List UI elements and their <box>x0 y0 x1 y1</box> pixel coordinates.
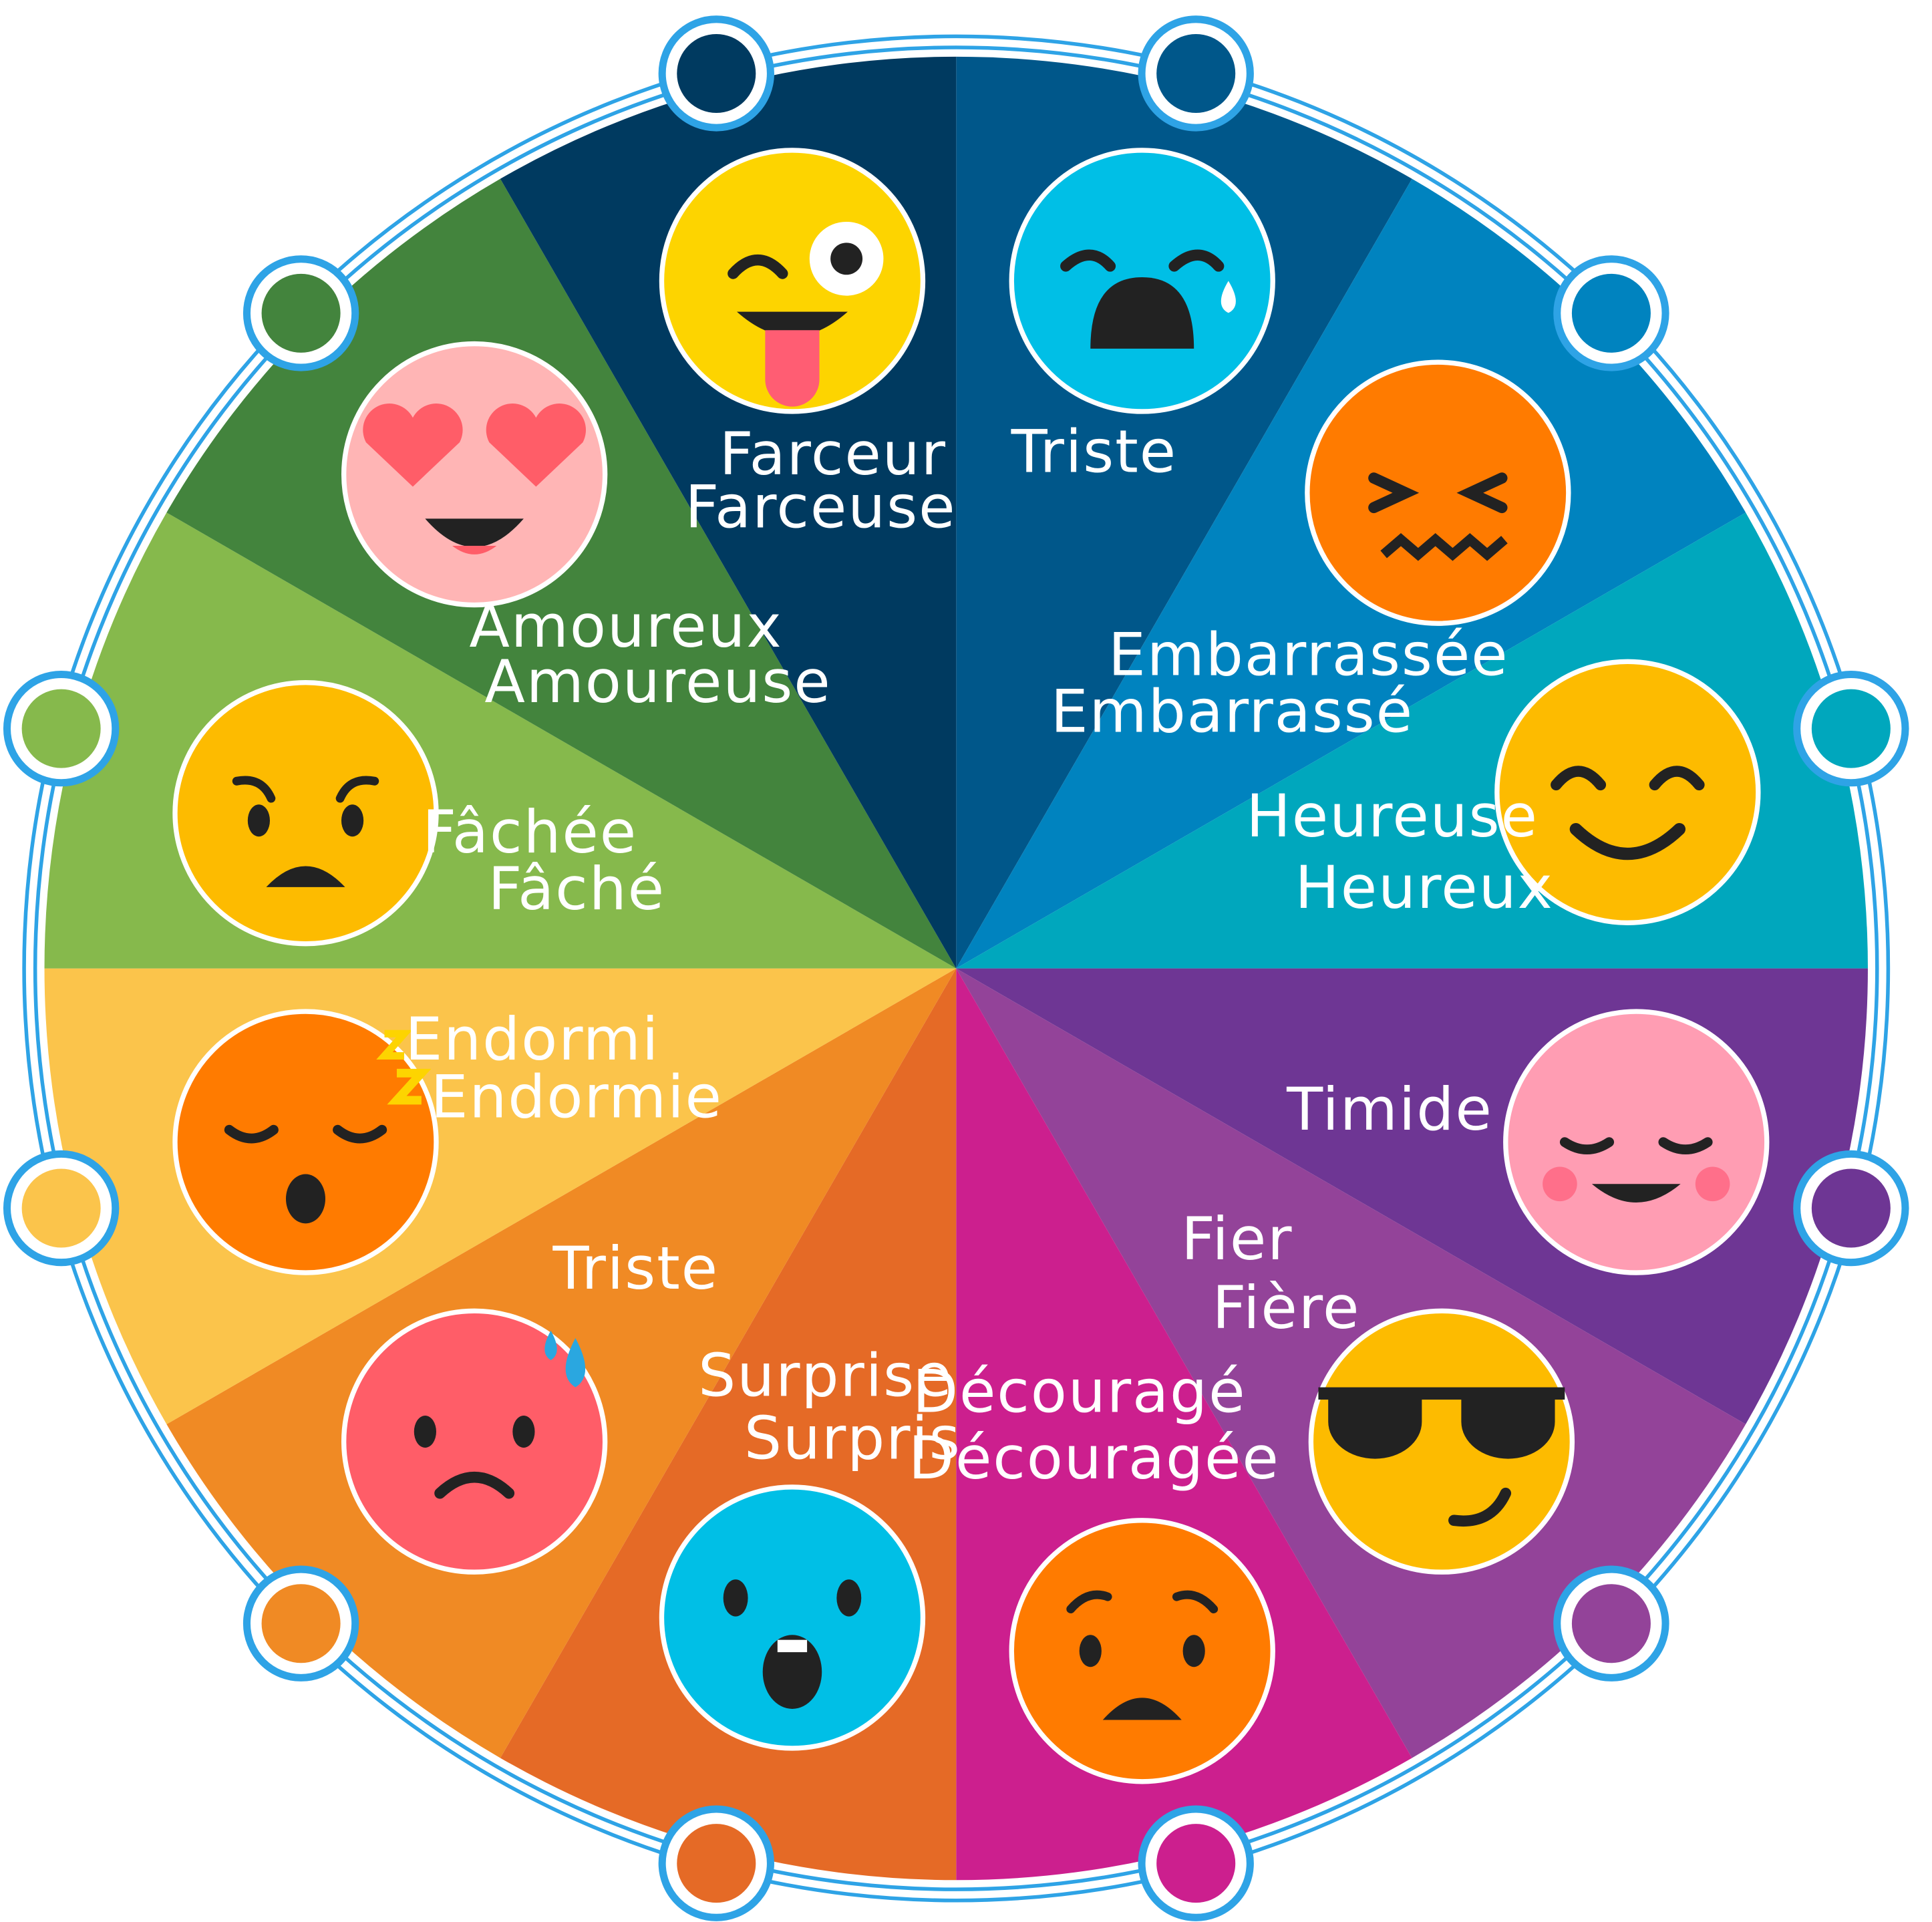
heart-eyes-face-icon <box>344 344 605 605</box>
label-surprise: Surprise <box>698 1341 953 1410</box>
worried-face-icon <box>1011 1520 1273 1782</box>
ring-knob-dot <box>1156 1824 1235 1903</box>
ring-knob-dot <box>1156 34 1235 113</box>
ring-knob-dot <box>262 274 341 353</box>
ring-knob-dot <box>677 1824 756 1903</box>
cool-sunglasses-face-icon <box>1311 1311 1572 1572</box>
winking-tongue-face-icon <box>661 150 923 412</box>
label-decourage: Découragé <box>912 1357 1247 1426</box>
ring-knob-dot <box>1572 274 1651 353</box>
ring-knob-dot <box>677 34 756 113</box>
label-fache: Fâché <box>488 854 665 924</box>
label-heureux: Heureux <box>1295 853 1554 923</box>
sleeping-face-icon <box>175 1011 436 1273</box>
label-surpris: Surpris <box>744 1404 961 1473</box>
label-fier: Fier <box>1181 1204 1293 1273</box>
label-decouragee: Découragée <box>908 1424 1280 1493</box>
surprised-face-icon <box>661 1487 923 1748</box>
label-amoureux: Amoureux <box>469 592 783 661</box>
label-embarrassee: Embarrassée <box>1108 620 1509 689</box>
ring-knob-dot <box>1572 1584 1651 1663</box>
label-endormi: Endormi <box>405 1005 660 1074</box>
label-endormie: Endormie <box>430 1062 723 1132</box>
label-fiere: Fière <box>1212 1273 1361 1343</box>
label-fachee: Fâchée <box>422 798 638 867</box>
ring-knob-dot <box>1812 1168 1891 1247</box>
label-timide: Timide <box>1287 1075 1493 1144</box>
confounded-face-icon <box>1307 362 1569 623</box>
sad-sweat-face-icon <box>344 1311 605 1572</box>
ring-knob-dot <box>1812 689 1891 768</box>
label-triste-top: Triste <box>1011 417 1177 486</box>
label-triste-bottom: Triste <box>552 1234 719 1303</box>
label-embarrasse: Embarrassé <box>1050 677 1414 746</box>
label-heureuse: Heureuse <box>1246 782 1539 851</box>
angry-face-icon <box>175 683 436 944</box>
label-farceuse: Farceuse <box>685 472 957 542</box>
ring-knob-dot <box>22 689 101 768</box>
ring-knob-dot <box>22 1168 101 1247</box>
label-amoureuse: Amoureuse <box>484 647 832 717</box>
label-farceur: Farceur <box>719 420 947 489</box>
blushing-face-icon <box>1506 1011 1767 1273</box>
crying-face-icon <box>1011 150 1273 412</box>
ring-knob-dot <box>262 1584 341 1663</box>
